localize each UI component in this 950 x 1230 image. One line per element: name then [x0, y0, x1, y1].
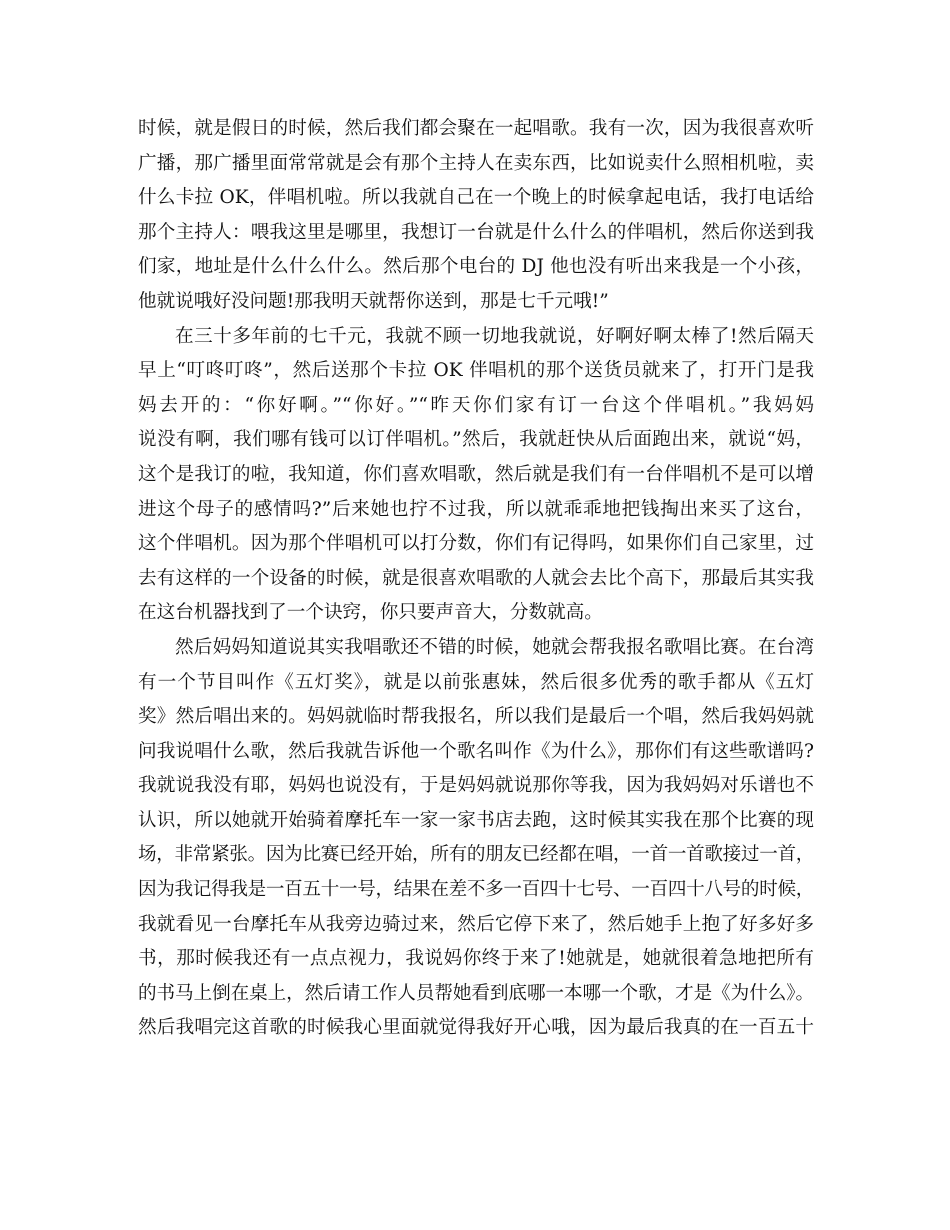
text-line: 这个伴唱机。因为那个伴唱机可以打分数，你们有记得吗，如果你们自己家里，过	[138, 533, 814, 555]
text-line: 进这个母子的感情吗?”后来她也拧不过我，所以就乖乖地把钱掏出来买了这台，	[138, 498, 814, 520]
text-line: 奖》然后唱出来的。妈妈就临时帮我报名，所以我们是最后一个唱，然后我妈妈就	[138, 706, 814, 728]
text-line: 时候，就是假日的时候，然后我们都会聚在一起唱歌。我有一次，因为我很喜欢听	[138, 118, 814, 139]
text-line: 那个主持人：喂我这里是哪里，我想订一台就是什么什么的伴唱机，然后你送到我	[138, 221, 814, 243]
text-line: 广播，那广播里面常常就是会有那个主持人在卖东西，比如说卖什么照相机啦，卖	[138, 152, 814, 174]
text-line: 在这台机器找到了一个诀窍，你只要声音大，分数就高。	[138, 602, 603, 624]
text-line: 去有这样的一个设备的时候，就是很喜欢唱歌的人就会去比个高下，那最后其实我	[138, 567, 814, 589]
paragraph-1	[138, 112, 814, 320]
text-line: 我就看见一台摩托车从我旁边骑过来，然后它停下来了，然后她手上抱了好多好多	[138, 913, 814, 935]
text-line: 场，非常紧张。因为比赛已经开始，所有的朋友已经都在唱，一首一首歌接过一首，	[138, 844, 814, 866]
paragraph-3	[138, 631, 814, 1046]
document-body	[138, 112, 814, 1046]
paragraph-2	[138, 320, 814, 631]
text-line: 什么卡拉 OK，伴唱机啦。所以我就自己在一个晚上的时候拿起电话，我打电话给	[138, 187, 814, 209]
text-line: 我就说我没有耶，妈妈也说没有，于是妈妈就说那你等我，因为我妈妈对乐谱也不	[138, 775, 814, 797]
text-line: 认识，所以她就开始骑着摩托车一家一家书店去跑，这时候其实我在那个比赛的现	[138, 809, 814, 831]
text-line: 有一个节目叫作《五灯奖》，就是以前张惠妹，然后很多优秀的歌手都从《五灯	[138, 671, 814, 693]
text-line: 这个是我订的啦，我知道，你们喜欢唱歌，然后就是我们有一台伴唱机不是可以增	[138, 463, 814, 485]
text-line: 妈去开的：“你好啊。”“你好。”“昨天你们家有订一台这个伴唱机。”我妈妈	[138, 394, 814, 416]
text-line: 在三十多年前的七千元，我就不顾一切地我就说，好啊好啊太棒了!然后隔天	[175, 325, 814, 347]
text-line: 早上“叮咚叮咚”，然后送那个卡拉 OK 伴唱机的那个送货员就来了，打开门是我	[138, 360, 814, 382]
text-line: 然后我唱完这首歌的时候我心里面就觉得我好开心哦，因为最后我真的在一百五十	[138, 1017, 814, 1039]
text-line: 他就说哦好没问题!那我明天就帮你送到，那是七千元哦!”	[138, 290, 609, 312]
text-line: 问我说唱什么歌，然后我就告诉他一个歌名叫作《为什么》，那你们有这些歌谱吗?	[138, 740, 814, 762]
text-line: 因为我记得我是一百五十一号，结果在差不多一百四十七号、一百四十八号的时候，	[138, 879, 814, 901]
text-line: 然后妈妈知道说其实我唱歌还不错的时候，她就会帮我报名歌唱比赛。在台湾	[175, 636, 814, 658]
text-line: 书，那时候我还有一点点视力，我说妈你终于来了!她就是，她就很着急地把所有	[138, 948, 814, 970]
text-line: 说没有啊，我们哪有钱可以订伴唱机。”然后，我就赶快从后面跑出来，就说“妈，	[138, 429, 814, 451]
text-line: 的书马上倒在桌上，然后请工作人员帮她看到底哪一本哪一个歌，才是《为什么》。	[138, 982, 814, 1004]
text-line: 们家，地址是什么什么什么。然后那个电台的 DJ 他也没有听出来我是一个小孩，	[138, 256, 814, 278]
